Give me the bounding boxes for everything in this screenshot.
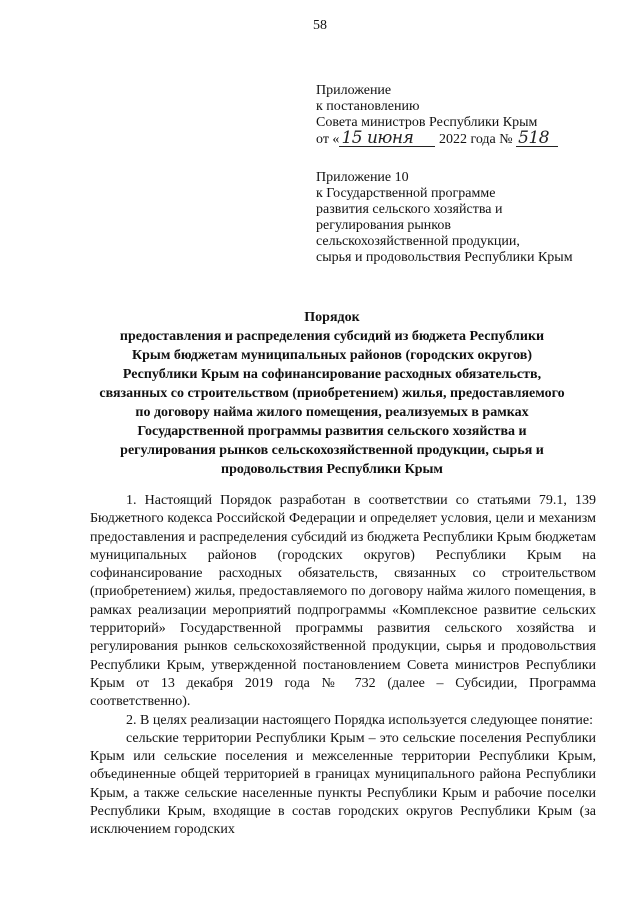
document-body (90, 492, 596, 840)
attachment10-line: регулирования рынков (316, 218, 451, 233)
body-paragraph-2: 2. В целях реализации настоящего Порядка используется следующее понятие: (126, 712, 594, 728)
handwritten-date: 15 июня (339, 131, 435, 147)
attachment-line-2: к постановлению (316, 99, 420, 114)
title-line: связанных со строительством (приобретением) жилья, предоставляемого (99, 386, 565, 401)
title-line: продовольствия Республики Крым (221, 462, 443, 477)
title-line: по договору найма жилого помещения, реализуемых в рамках (135, 405, 529, 420)
attachment-date-line (316, 128, 616, 148)
page-number: 58 (313, 18, 327, 33)
attachment-title: Приложение (316, 83, 392, 98)
attachment10-line: сельскохозяйственной продукции, (316, 234, 520, 249)
attachment10-line: к Государственной программе (316, 186, 496, 201)
attachment-header (316, 83, 616, 148)
title-line: регулирования рынков сельскохозяйственной продукции, сырья и (120, 443, 544, 458)
title-line: Порядок (304, 310, 360, 325)
body-paragraph-1: 1. Настоящий Порядок разработан в соответствии со статьями 79.1, 139 Бюджетного кодекса Российской Федерации и определяет условия, цели и механизм предоставления и распределения субсидий из бюджета Республики Крым бюджетам муниципальных районов (городских округов) Республики Крым на софинансирование расходных обязательств, связанных со строительством (приобретением) жилья, предоставляемого по договору найма жилого помещения, в рамках реализации мероприятий подпрограммы «Комплексное развитие сельских территорий» Государственной программы развития сельского хозяйства и регулирования рынков сельскохозяйственной продукции, сырья и продовольствия Республики Крым, утвержденной постановлением Совета министров Республики Крым от 13 декабря 2019 года № 732 (далее – Субсидии, Программа соответственно). (90, 493, 596, 710)
attachment10-line: Приложение 10 (316, 170, 409, 185)
document-title (80, 308, 584, 479)
title-line: Республики Крым на софинансирование расходных обязательств, (122, 367, 542, 382)
attachment-line-3: Совета министров Республики Крым (316, 115, 538, 130)
title-line: предоставления и распределения субсидий из бюджета Республики (119, 329, 545, 344)
title-line: Крым бюджетам муниципальных районов (городских округов) (131, 348, 533, 363)
date-prefix: от « (316, 132, 340, 147)
body-paragraph-3: сельские территории Республики Крым – это сельские поселения Республики Крым или сельские поселения и межселенные территории Республики Крым, объединенные общей территорией в границах муниципального района Республики Крым, а также сельские населенные пункты Республики Крым и рабочие поселки Республики Крым, входящие в состав городских округов Республики Крым (за исключением городских (90, 730, 596, 838)
attachment-10-header (316, 170, 616, 266)
title-line: Государственной программы развития сельского хозяйства и (137, 424, 527, 439)
attachment10-line: сырья и продовольствия Республики Крым (316, 250, 573, 265)
handwritten-number: 518 (516, 131, 558, 147)
attachment10-line: развития сельского хозяйства и (316, 202, 503, 217)
date-suffix: 2022 года № (438, 132, 513, 147)
